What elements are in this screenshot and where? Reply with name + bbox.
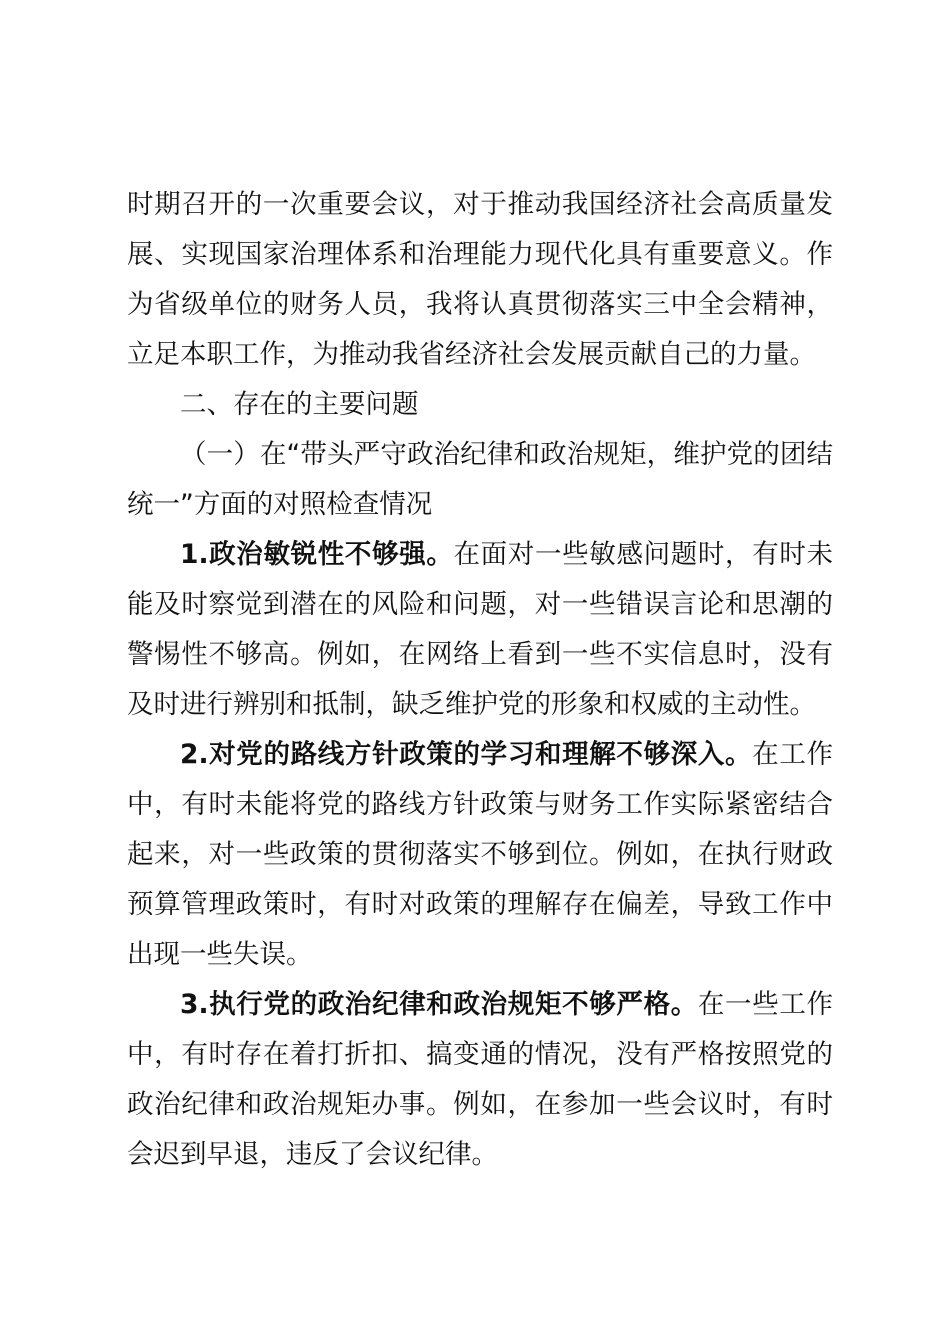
item-paragraph-1: [127, 530, 833, 730]
item-title: 2.对党的路线方针政策的学习和理解不够深入。: [180, 739, 753, 770]
item-body: 在一些工作中，有时存在着打折扣、搞变通的情况，没有严格按照党的政治纪律和政治规矩办事。例如，在参加一些会议时，有时会迟到早退，违反了会议纪律。: [127, 989, 833, 1170]
item-paragraph-3: [127, 980, 833, 1180]
item-paragraph-2: [127, 730, 833, 980]
item-title: 1.政治敏锐性不够强。: [180, 539, 454, 570]
intro-paragraph: 时期召开的一次重要会议，对于推动我国经济社会高质量发展、实现国家治理体系和治理能力现代化具有重要意义。作为省级单位的财务人员，我将认真贯彻落实三中全会精神，立足本职工作，为推动我省经济社会发展贡献自己的力量。: [127, 189, 833, 370]
item-body: 在面对一些敏感问题时，有时未能及时察觉到潜在的风险和问题，对一些错误言论和思潮的警惕性不够高。例如，在网络上看到一些不实信息时，没有及时进行辨别和抵制，缺乏维护党的形象和权威的主动性。: [127, 539, 834, 720]
item-title: 3.执行党的政治纪律和政治规矩不够严格。: [180, 989, 698, 1020]
subsection-heading: （一）在“带头严守政治纪律和政治规矩，维护党的团结统一”方面的对照检查情况: [127, 439, 833, 520]
document-body: [127, 180, 833, 1180]
section-heading: 二、存在的主要问题: [180, 389, 419, 420]
item-body: 在工作中，有时未能将党的路线方针政策与财务工作实际紧密结合起来，对一些政策的贯彻落实不够到位。例如，在执行财政预算管理政策时，有时对政策的理解存在偏差，导致工作中出现一些失误。: [127, 739, 833, 970]
